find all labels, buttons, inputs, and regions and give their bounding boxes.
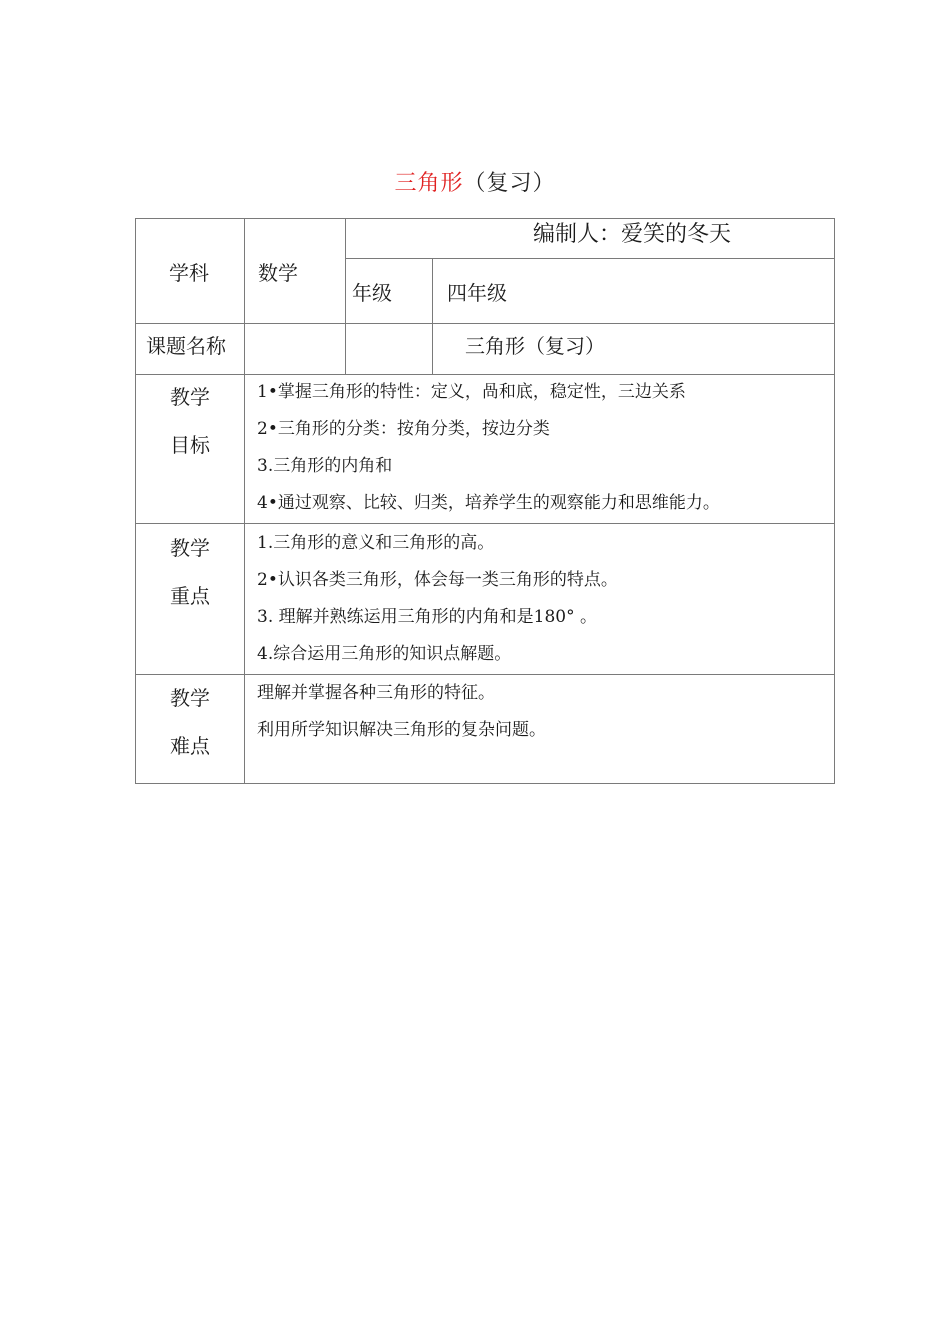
list-item: 1•掌握三角形的特性：定义，咼和底，稳定性，三边关系 — [257, 382, 686, 402]
editor-name: 编制人：爱笑的冬天 — [533, 222, 732, 247]
key-points-list — [257, 525, 618, 673]
list-item: 4.综合运用三角形的知识点解题。 — [257, 644, 512, 664]
difficulties-label-line1: 教学 — [170, 686, 210, 710]
list-item: 4•通过观察、比较、归类，培养学生的观察能力和思维能力。 — [257, 493, 720, 513]
list-item: 3.三角形的内角和 — [257, 456, 393, 476]
lesson-value: 三角形（复习） — [465, 334, 605, 358]
table-line — [432, 258, 433, 374]
list-item: 理解并掌握各种三角形的特征。 — [257, 683, 495, 703]
lesson-label: 课题名称 — [146, 334, 226, 358]
goals-list — [257, 374, 720, 522]
grade-label: 年级 — [352, 281, 392, 305]
difficulties-label-line2: 难点 — [170, 734, 210, 758]
table-line — [244, 218, 245, 784]
list-item: 2•三角形的分类：按角分类，按边分类 — [257, 419, 550, 439]
list-item: 利用所学知识解决三角形的复杂问题。 — [257, 720, 546, 740]
difficulties-label — [136, 674, 244, 770]
subject-value: 数学 — [258, 261, 298, 285]
title-red-part: 三角形 — [394, 171, 464, 196]
subject-label: 学科 — [169, 261, 209, 285]
title-rest: （复习） — [463, 171, 556, 196]
table-line — [345, 218, 346, 374]
key-points-label-line1: 教学 — [170, 536, 210, 560]
document-title — [0, 166, 950, 197]
table-line — [345, 258, 835, 259]
key-points-label-line2: 重点 — [170, 584, 210, 608]
key-points-label — [136, 524, 244, 620]
grade-value: 四年级 — [447, 281, 507, 305]
list-item: 1.三角形的意义和三角形的高。 — [257, 533, 495, 553]
goals-label-line1: 教学 — [170, 385, 210, 409]
table-line — [135, 323, 835, 324]
list-item: 3. 理解并熟练运用三角形的内角和是180° 。 — [257, 607, 597, 627]
goals-label-line2: 目标 — [170, 433, 210, 457]
goals-label — [136, 373, 244, 469]
difficulties-list — [257, 675, 546, 749]
list-item: 2•认识各类三角形，体会每一类三角形的特点。 — [257, 570, 618, 590]
